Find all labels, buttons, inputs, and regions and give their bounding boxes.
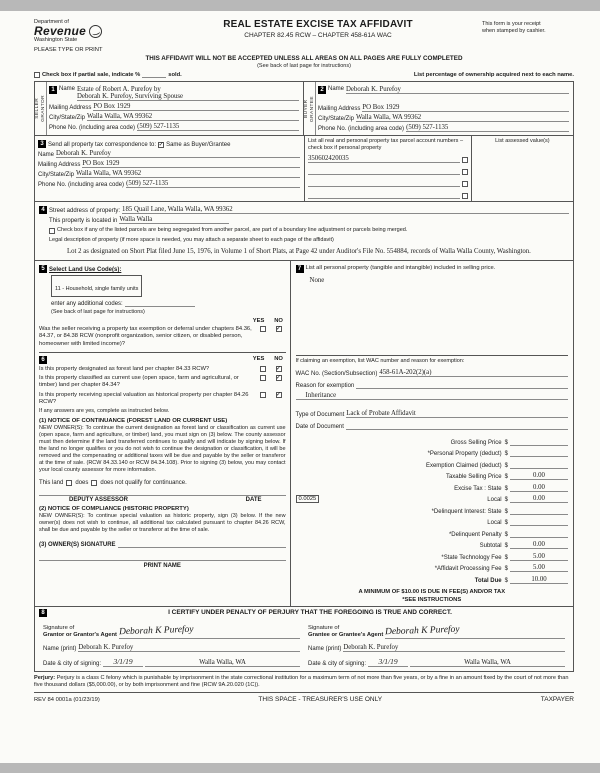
buyer-phone-value[interactable]: (509) 527-1135: [406, 124, 569, 132]
exemption-block: [296, 355, 568, 400]
dor-seal-icon: [89, 25, 102, 38]
reason-exemption-line[interactable]: [356, 388, 568, 389]
notice-continuance-body: NEW OWNER(S): To continue the current designation as forest land or classification as current use (open space, farm and agriculture, or timber) land, you must sign on (3) below. The county assessor must then determine if the land transferred continues to qualify and will indicate by signing below. If the land no longer qualifies or you do not wish to continue the designation or classification, it will be removed and the compensating or additional taxes will be due and payable by the seller or transferor at the time of sale. (RCW 84.33.140 or RCW 84.34.108). Prior to signing (3) below, you may contact your local county assessor for more information.: [39, 424, 286, 473]
deputy-assessor-label: DEPUTY ASSESSOR: [69, 496, 129, 503]
deputy-assessor-signature-line[interactable]: [39, 495, 286, 496]
grantee-name-print-label: Name (print): [308, 645, 342, 652]
certify-statement: I CERTIFY UNDER PENALTY OF PERJURY THAT THE FOREGOING IS TRUE AND CORRECT.: [168, 609, 452, 617]
dollar-sign: $: [504, 439, 508, 446]
reason-exemption-value[interactable]: Inheritance: [296, 392, 568, 400]
grantee-city-value[interactable]: Walla Walla, WA: [410, 659, 565, 667]
seller-fields: [47, 82, 303, 135]
located-in-value[interactable]: Walla Walla: [119, 216, 229, 224]
legal-description-value[interactable]: Lot 2 as designated on Short Plat filed June 15, 1976, in Volume 1 of Short Plats, at Page 42 under Auditor's File No. 554884, records of Walla Walla County, Washington.: [67, 247, 531, 255]
excise-tax-state-label: Excise Tax : State: [454, 485, 502, 492]
section-6-badge: 6: [39, 356, 47, 364]
forest-land-no-checkbox[interactable]: ✓: [276, 365, 282, 372]
buyer-name-label: Name: [328, 86, 345, 92]
buyer-mailing-value[interactable]: PO Box 1929: [362, 104, 569, 112]
receipt-note: [482, 19, 574, 35]
notice-compliance-title: (2) NOTICE OF COMPLIANCE (HISTORIC PROPERTY): [39, 505, 189, 512]
taxpayer-label: TAXPAYER: [540, 696, 574, 704]
same-as-buyer-label: Same as Buyer/Grantee: [166, 142, 231, 148]
parcel-3-personal-checkbox[interactable]: [462, 181, 468, 187]
seller-mailing-label: Mailing Address: [49, 105, 92, 111]
segregated-checkbox[interactable]: [49, 228, 55, 234]
personal-property-deduct-label: *Personal Property (deduct): [427, 451, 502, 458]
historic-question-row: [39, 392, 286, 406]
correspondence-fields: [35, 136, 304, 201]
deputy-date-label: DATE: [245, 496, 262, 503]
section-4-badge: 4: [39, 206, 47, 214]
grantor-name-print-label: Name (print): [43, 645, 77, 652]
section-seller: [35, 82, 304, 135]
personal-property-label: List all personal property (tangible and intangible) included in selling price.: [305, 265, 496, 272]
date-of-document-field[interactable]: [346, 429, 568, 430]
grantor-signature: Deborah K Purefoy: [118, 624, 194, 637]
wac-number-label: WAC No. (Section/Subsection): [295, 371, 378, 378]
subtotal-value[interactable]: 0.00: [510, 541, 568, 549]
deferral-no-checkbox[interactable]: ✓: [276, 326, 282, 333]
section-land-use: [39, 263, 286, 348]
current-use-yes-checkbox[interactable]: [260, 375, 266, 381]
correspondence-citystatezip-label: City/State/Zip: [38, 172, 75, 178]
section-1-badge: 1: [49, 86, 57, 94]
rev-number: REV 84 0001a (01/23/19): [34, 696, 100, 703]
section5-see-back-note: (See back of last page for instructions): [51, 309, 145, 316]
continuance-does-not-checkbox[interactable]: [91, 480, 97, 486]
correspondence-mailing-value[interactable]: PO Box 1929: [82, 160, 300, 168]
additional-codes-label: enter any additional codes:: [51, 301, 123, 308]
delinquent-penalty-field[interactable]: [510, 537, 568, 538]
seller-side-label: [35, 95, 47, 122]
section-correspondence: [35, 135, 573, 201]
form-chapter: CHAPTER 82.45 RCW – CHAPTER 458-61A WAC: [244, 32, 392, 39]
buyer-side-word2: GRANTEE: [309, 95, 315, 122]
buyer-side-strip: [304, 82, 316, 135]
parcel-2-personal-checkbox[interactable]: [462, 169, 468, 175]
historic-question: Is this property receiving special valuation as historical property per chapter 84.26 RCW?: [39, 391, 249, 405]
section5-yes-no-header: [39, 318, 286, 324]
seller-phone-label: Phone No. (including area code): [49, 125, 136, 131]
print-name-line[interactable]: [39, 560, 286, 561]
buyer-mailing-label: Mailing Address: [318, 106, 361, 112]
footer-row: [34, 696, 574, 703]
section-tax: [291, 261, 573, 605]
buyer-citystatezip-label: City/State/Zip: [318, 116, 355, 122]
sold-label: sold.: [168, 72, 182, 78]
section-7-badge: 7: [296, 265, 304, 273]
delinquent-interest-local-label: Local: [487, 520, 502, 527]
middle-columns: [35, 260, 573, 605]
seller-side-word1: SELLER: [34, 98, 40, 119]
excise-tax-local-label: Local: [487, 497, 502, 504]
same-as-buyer-checkbox[interactable]: ✓: [158, 142, 164, 148]
section-certification: [35, 606, 573, 671]
date-of-document-label: Date of Document: [295, 424, 344, 431]
personal-property-value[interactable]: None: [309, 277, 325, 285]
logo-state-text: Washington State: [34, 37, 78, 43]
seller-side-strip: [35, 82, 47, 135]
perjury-label: Perjury:: [34, 674, 56, 681]
current-use-no-checkbox[interactable]: ✓: [276, 375, 282, 382]
exemption-claimed-label: Exemption Claimed (deduct): [425, 462, 502, 469]
type-of-document-label: Type of Document: [295, 412, 345, 419]
grantor-signature-block: [39, 620, 304, 667]
form-title: REAL ESTATE EXCISE TAX AFFIDAVIT: [223, 19, 413, 30]
partial-sale-label: Check box if partial sale, indicate %: [42, 72, 141, 78]
excise-tax-local-value[interactable]: 0.00: [510, 495, 568, 503]
section-continuance: [39, 352, 286, 569]
correspondence-citystatezip-value[interactable]: Walla Walla, WA 99362: [76, 170, 300, 178]
dollar-sign: $: [504, 508, 508, 515]
wac-number-value[interactable]: 458-61A-202(2)(a): [379, 369, 568, 377]
section6-yes-header: YES: [252, 355, 265, 362]
seller-name-label: Name: [59, 86, 76, 92]
see-back-note: (See back of last page for instructions): [257, 63, 351, 69]
affidavit-form-body: [34, 81, 574, 672]
taxable-selling-price-label: Taxable Selling Price: [445, 474, 502, 481]
personal-property-block: [296, 263, 568, 355]
grantor-date-city-label: Date & city of signing:: [43, 660, 102, 667]
subtotal-label: Subtotal: [479, 543, 502, 550]
grantor-signature-label-line1: Signature of: [43, 624, 75, 631]
section6-header-row: [39, 356, 286, 364]
correspondence-phone-value[interactable]: (509) 527-1135: [126, 180, 300, 188]
receipt-note-line2: when stamped by cashier.: [482, 28, 546, 35]
form-header: [34, 19, 574, 53]
buyer-name-value[interactable]: Deborah K. Purefoy: [346, 86, 569, 94]
partial-sale-checkbox[interactable]: [34, 72, 40, 78]
personal-property-deduct-field[interactable]: [510, 456, 568, 457]
grantee-signature-block: [304, 620, 569, 667]
ownership-percentage-note: List percentage of ownership acquired next to each name.: [413, 72, 574, 78]
delinquent-interest-state-label: *Delinquent Interest: State: [431, 508, 502, 515]
correspondence-phone-label: Phone No. (including area code): [38, 182, 125, 188]
exemption-claimed-field[interactable]: [510, 468, 568, 469]
seller-phone-value[interactable]: (509) 527-1135: [137, 123, 299, 131]
assessed-values-column: [471, 136, 573, 201]
deferral-question-row: [39, 326, 286, 348]
this-land-label: This land: [39, 479, 64, 486]
section-5-badge: 5: [39, 265, 47, 273]
grantee-name-print-value[interactable]: Deborah K. Purefoy: [343, 644, 565, 652]
owners-signature-label: (3) OWNER(S) SIGNATURE: [39, 541, 116, 548]
does-label: does: [75, 479, 89, 486]
parcel-4-personal-checkbox[interactable]: [462, 193, 468, 199]
notice-continuance-title: (1) NOTICE OF CONTINUANCE (FOREST LAND OR CURRENT USE): [39, 417, 228, 424]
affidavit-page: [0, 11, 600, 763]
buyer-fields: [316, 82, 573, 135]
please-type-label: PLEASE TYPE OR PRINT: [34, 47, 103, 53]
dollar-sign: $: [504, 554, 508, 561]
taxable-selling-price-value[interactable]: 0.00: [510, 472, 568, 480]
parcel-number-blank-4[interactable]: [308, 198, 460, 199]
seller-name-value-line2[interactable]: Deborah K. Purefoy, Surviving Spouse: [77, 93, 299, 101]
dor-logo: [34, 19, 154, 43]
grantor-signature-label: [43, 625, 117, 639]
state-technology-fee-value[interactable]: 5.00: [510, 553, 568, 561]
dollar-sign: $: [504, 531, 508, 538]
located-in-label: This property is located in: [49, 217, 118, 224]
reason-exemption-label: Reason for exemption: [295, 383, 355, 390]
grantee-signature-line[interactable]: [385, 620, 565, 639]
dollar-sign: $: [504, 451, 508, 458]
buyer-side-label: [304, 96, 316, 122]
grantee-signature: Deborah K Purefoy: [385, 624, 461, 637]
section-property: [35, 201, 573, 261]
see-instructions-note: *SEE INSTRUCTIONS: [402, 596, 462, 603]
dollar-sign: $: [504, 520, 508, 527]
warning-text: THIS AFFIDAVIT WILL NOT BE ACCEPTED UNLESS ALL AREAS ON ALL PAGES ARE FULLY COMPLETED: [145, 55, 463, 62]
seller-name-value-line1[interactable]: Estate of Robert A. Purefoy by: [77, 86, 161, 93]
does-not-label: does not qualify for continuance.: [100, 479, 187, 486]
document-block: [296, 408, 568, 430]
delinquent-interest-local-field[interactable]: [510, 525, 568, 526]
segregated-label: Check box if any of the listed parcels are being segregated from another parcel, are part of a boundary line adjustment or parcels being merged.: [57, 226, 408, 233]
seller-mailing-value[interactable]: PO Box 1929: [93, 103, 299, 111]
seller-citystatezip-value[interactable]: Walla Walla, WA 99362: [87, 113, 299, 121]
parcel-number-value[interactable]: 350602420035: [308, 155, 460, 163]
money-block: [296, 434, 568, 584]
section-3-badge: 3: [38, 140, 46, 148]
affidavit-processing-fee-value[interactable]: 5.00: [510, 564, 568, 572]
historic-yes-checkbox[interactable]: [260, 392, 266, 398]
correspondence-mailing-label: Mailing Address: [38, 162, 81, 168]
seller-side-word2: GRANTOR: [40, 95, 46, 122]
print-name-label: PRINT NAME: [143, 562, 181, 569]
grantor-city-value[interactable]: Walla Walla, WA: [145, 659, 300, 667]
parcel-numbers-header: List all real and personal property tax parcel account numbers – check box if personal property: [308, 138, 464, 151]
dollar-sign: $: [504, 497, 508, 504]
delinquent-penalty-label: *Delinquent Penalty: [448, 531, 502, 538]
dollar-sign: $: [504, 462, 508, 469]
state-technology-fee-label: *State Technology Fee: [441, 554, 502, 561]
parcel-numbers-column: [304, 136, 471, 201]
current-use-question-row: [39, 375, 286, 389]
grantor-signature-line[interactable]: [119, 620, 300, 639]
exemption-intro: If claiming an exemption, list WAC number and reason for exemption:: [295, 358, 465, 365]
additional-codes-field[interactable]: [125, 306, 195, 307]
land-use-title: Select Land Use Code(s):: [49, 267, 122, 274]
street-address-value[interactable]: 185 Quail Lane, Walla Walla, WA 99362: [122, 206, 569, 214]
owners-signature-line[interactable]: [118, 547, 286, 548]
perjury-text: Perjury is a class C felony which is punishable by imprisonment in the state correctional institution for a maximum term of not more than five years, or by a fine in an amount fixed by the court of not more than five thousand dollars ($5,000.00), or by both imprisonment and fine (RCW 9A.20.020 (1C)).: [34, 674, 569, 688]
grantor-signature-label-line2: Grantor or Grantor's Agent: [43, 631, 117, 638]
land-use-code-value: 11 - Household, single family units: [55, 286, 139, 293]
section-buyer: [304, 82, 573, 135]
send-correspondence-label: Send all property tax correspondence to:: [48, 142, 157, 148]
deferral-question-text: Was the seller receiving a property tax exemption or deferral under chapters 84.36, 84.37, or 84.38 RCW (nonprofit organization, senior citizen, or disabled person, homeowner with limited income)?: [39, 326, 252, 347]
buyer-phone-label: Phone No. (including area code): [318, 126, 405, 132]
excise-tax-state-value[interactable]: 0.00: [510, 484, 568, 492]
deferral-yes-checkbox[interactable]: [260, 326, 266, 332]
receipt-note-line1: This form is your receipt: [482, 21, 541, 27]
delinquent-interest-state-field[interactable]: [510, 514, 568, 515]
section5-yes-header: YES: [252, 318, 265, 325]
left-column: [35, 261, 291, 605]
section6-no-header: NO: [274, 355, 283, 362]
buyer-citystatezip-value[interactable]: Walla Walla, WA 99362: [356, 114, 569, 122]
forest-land-question-row: [39, 366, 286, 373]
buyer-side-word1: BUYER: [303, 99, 309, 118]
dollar-sign: $: [504, 474, 508, 481]
section5-no-header: NO: [274, 318, 283, 325]
continuance-does-checkbox[interactable]: [66, 480, 72, 486]
section-2-badge: 2: [318, 86, 326, 94]
land-use-code-box[interactable]: [51, 275, 142, 297]
section-8-badge: 8: [39, 609, 47, 617]
correspondence-name-value[interactable]: Deborah K. Purefoy: [56, 150, 300, 158]
treasurer-use-label: THIS SPACE - TREASURER'S USE ONLY: [258, 696, 383, 704]
gross-selling-price-field[interactable]: [510, 445, 568, 446]
minimum-fee-note: A MINIMUM OF $10.00 IS DUE IN FEE(S) AND/OR TAX: [358, 588, 506, 595]
dor-logo-text: [34, 19, 86, 43]
grantee-signature-label-line2: Grantee or Grantee's Agent: [308, 631, 384, 638]
current-use-question: Is this property classified as current use (open space, farm and agricultural, or timber) land per chapter 84.34?: [39, 375, 239, 389]
grantee-signature-label: [308, 625, 383, 639]
grantor-date-value[interactable]: 3/1/19: [103, 657, 143, 667]
local-rate-box: 0.0025: [296, 495, 320, 503]
parcel-number-blank-3[interactable]: [308, 186, 460, 187]
dollar-sign: $: [504, 543, 508, 550]
signatures-row: [39, 620, 569, 667]
grantee-date-value[interactable]: 3/1/19: [368, 657, 408, 667]
dollar-sign: $: [504, 577, 508, 584]
if-yes-note: If any answers are yes, complete as instructed below.: [39, 408, 170, 415]
partial-sale-row: [34, 72, 574, 78]
parcel-1-personal-checkbox[interactable]: [462, 157, 468, 163]
type-of-document-value[interactable]: Lack of Probate Affidavit: [346, 410, 568, 418]
total-due-value[interactable]: 10.00: [510, 576, 568, 584]
forest-land-question: Is this property designated as forest land per chapter 84.33 RCW?: [39, 365, 210, 372]
notice-compliance-body: NEW OWNER(S): To continue special valuation as historic property, sign (3) below. If the new owner(s) does not wish to continue, all additional tax calculated pursuant to chapter 84.26 RCW, shall be due and payable by the seller or transferor at the time of sale.: [39, 512, 286, 533]
total-due-label: Total Due: [474, 577, 502, 584]
correspondence-name-label: Name: [38, 152, 55, 158]
seller-buyer-row: [35, 82, 573, 135]
perjury-note: [34, 675, 574, 694]
header-center: [154, 19, 482, 39]
street-address-label: Street address of property:: [49, 207, 121, 214]
historic-no-checkbox[interactable]: ✓: [276, 391, 282, 398]
affidavit-processing-fee-label: *Affidavit Processing Fee: [434, 566, 502, 573]
dollar-sign: $: [504, 485, 508, 492]
seller-citystatezip-label: City/State/Zip: [49, 115, 86, 121]
logo-dept-text: Department of: [34, 19, 69, 25]
dollar-sign: $: [504, 566, 508, 573]
assessed-values-header: List assessed value(s): [495, 138, 550, 144]
header-left: [34, 19, 154, 53]
grantee-date-city-label: Date & city of signing:: [308, 660, 367, 667]
partial-sale-percent-field[interactable]: [142, 77, 166, 78]
parcel-number-blank-2[interactable]: [308, 174, 460, 175]
legal-description-label: Legal description of property (if more space is needed, you may attach a separate sheet to each page of the affidavit): [49, 236, 334, 243]
grantor-name-print-value[interactable]: Deborah K. Purefoy: [78, 644, 300, 652]
gross-selling-price-label: Gross Selling Price: [450, 439, 502, 446]
forest-land-yes-checkbox[interactable]: [260, 366, 266, 372]
grantee-signature-label-line1: Signature of: [308, 624, 340, 631]
logo-revenue-text: Revenue: [34, 24, 87, 38]
